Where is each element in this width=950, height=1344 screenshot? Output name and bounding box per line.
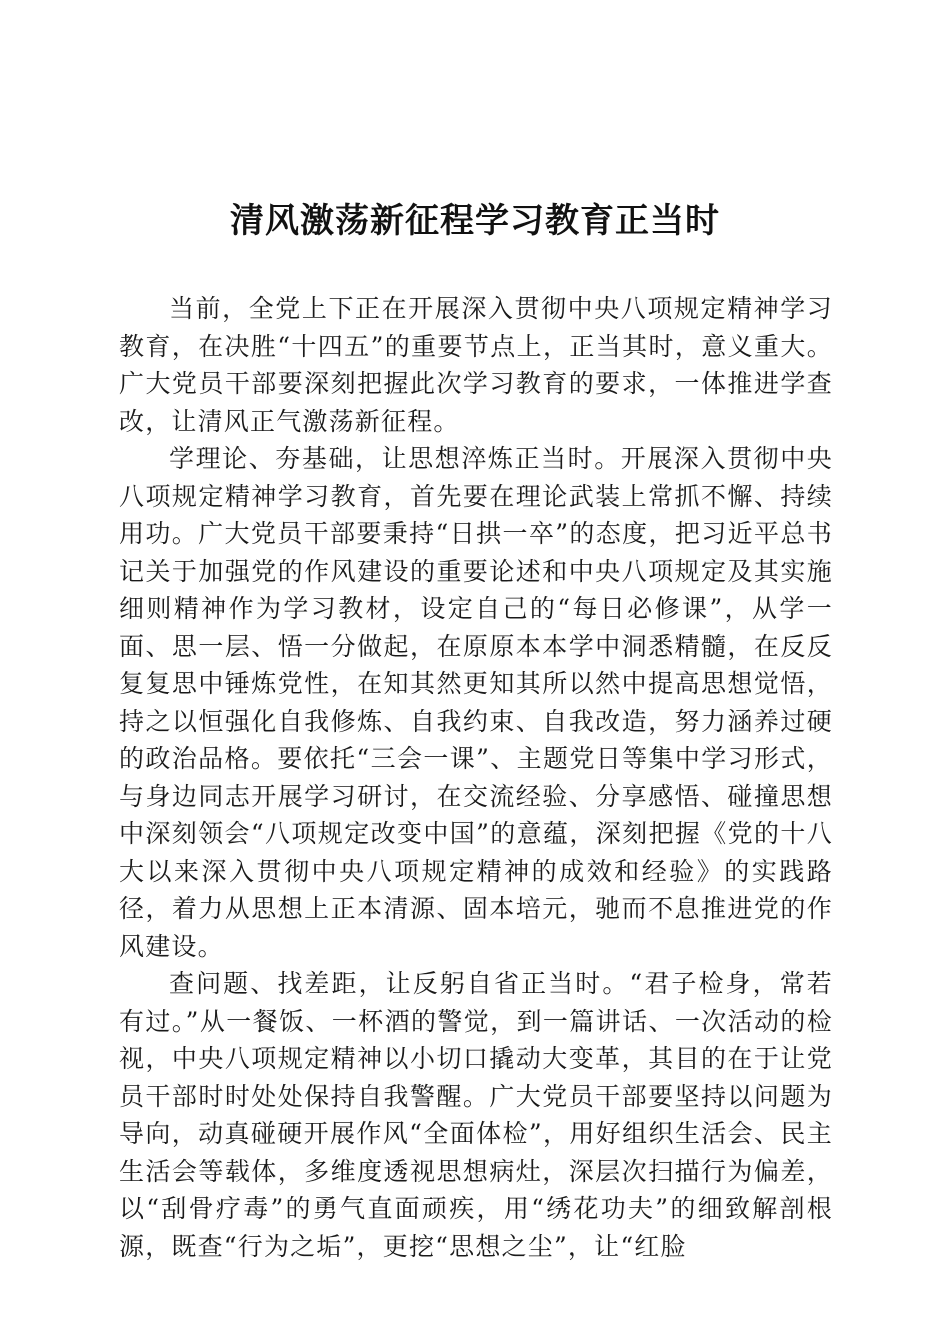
document-title: 清风激荡新征程学习教育正当时 xyxy=(230,201,720,241)
paragraph-intro: 当前，全党上下正在开展深入贯彻中央八项规定精神学习教育，在决胜“十四五”的重要节点上，正当其时，意义重大。广大党员干部要深刻把握此次学习教育的要求，一体推进学查改，让清风正气激荡新征程。 xyxy=(119,294,833,436)
document-body xyxy=(119,290,833,1265)
paragraph-theory: 学理论、夯基础，让思想淬炼正当时。开展深入贯彻中央八项规定精神学习教育，首先要在理论武装上常抓不懈、持续用功。广大党员干部要秉持“日拱一卒”的态度，把习近平总书记关于加强党的作风建设的重要论述和中央八项规定及其实施细则精神作为学习教材，设定自己的“每日必修课”，从学一面、思一层、悟一分做起，在原原本本学中洞悉精髓，在反反复复思中锤炼党性，在知其然更知其所以然中提高思想觉悟，持之以恒强化自我修炼、自我约束、自我改造，努力涵养过硬的政治品格。要依托“三会一课”、主题党日等集中学习形式，与身边同志开展学习研讨，在交流经验、分享感悟、碰撞思想中深刻领会“八项规定改变中国”的意蕴，深刻把握《党的十八大以来深入贯彻中央八项规定精神的成效和经验》的实践路径，着力从思想上正本清源、固本培元，驰而不息推进党的作风建设。 xyxy=(119,444,833,961)
paragraph-self-reflection: 查问题、找差距，让反躬自省正当时。“君子检身，常若有过。”从一餐饭、一杯酒的警觉，到一篇讲话、一次活动的检视，中央八项规定精神以小切口撬动大变革，其目的在于让党员干部时时处处保持自我警醒。广大党员干部要坚持以问题为导向，动真碰硬开展作风“全面体检”，用好组织生活会、民主生活会等载体，多维度透视思想病灶，深层次扫描行为偏差，以“刮骨疗毒”的勇气直面顽疾，用“绣花功夫”的细致解剖根源，既查“行为之垢”，更挖“思想之尘”，让“红脸 xyxy=(119,969,833,1261)
